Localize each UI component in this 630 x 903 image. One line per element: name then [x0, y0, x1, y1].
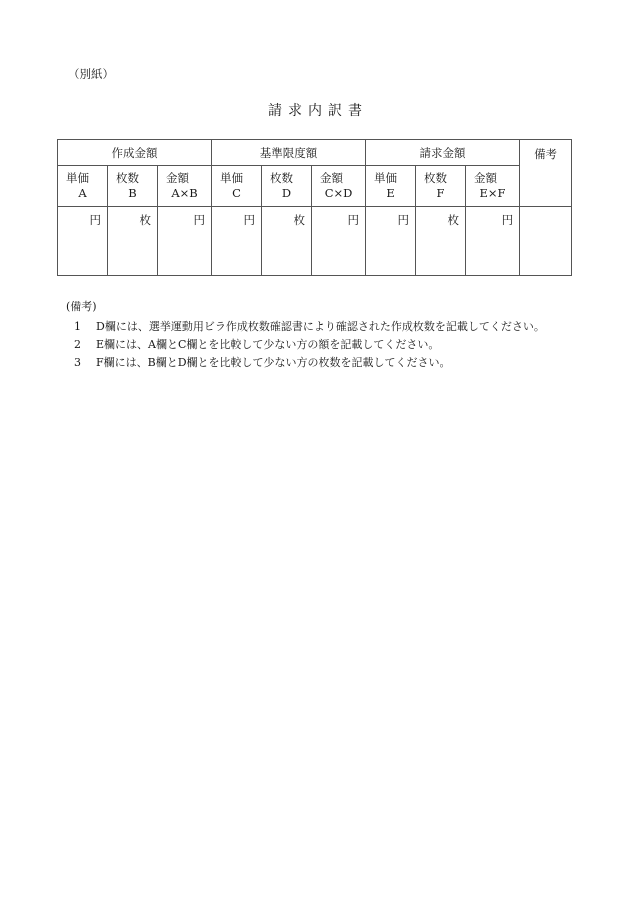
column-header: 枚数 B	[108, 166, 158, 207]
note-item	[66, 318, 545, 336]
note-item	[66, 354, 545, 372]
entry-cell[interactable]	[108, 207, 158, 276]
note-number: 1	[74, 320, 81, 333]
column-header: 枚数 F	[416, 166, 466, 207]
group-header-row	[58, 140, 572, 166]
group-header-claim: 請求金額	[366, 140, 520, 166]
unit-label: 円	[501, 213, 514, 227]
title-char: 請	[268, 103, 282, 119]
entry-cell[interactable]	[158, 207, 212, 276]
document-title	[0, 100, 630, 120]
entry-cell[interactable]	[466, 207, 520, 276]
entry-cell[interactable]	[212, 207, 262, 276]
note-text: F欄には、B欄とD欄とを比較して少ない方の枚数を記載してください。	[96, 356, 451, 369]
column-header: 金額 E×F	[466, 166, 520, 207]
entry-row	[58, 207, 572, 276]
column-header-row	[58, 166, 572, 207]
title-char: 求	[288, 103, 302, 119]
unit-label: 枚	[139, 213, 151, 227]
notes-heading: (備考)	[66, 300, 97, 313]
remarks-cell[interactable]	[520, 207, 572, 276]
group-header-remarks: 備考	[520, 140, 572, 207]
column-header: 単価 C	[212, 166, 262, 207]
title-char: 書	[348, 103, 362, 119]
unit-label: 枚	[293, 213, 306, 227]
column-header: 金額 A×B	[158, 166, 212, 207]
entry-cell[interactable]	[366, 207, 416, 276]
title-char: 内	[308, 103, 322, 119]
notes-section	[66, 298, 545, 372]
title-char: 訳	[328, 103, 342, 119]
attachment-label: （別紙）	[68, 67, 114, 81]
group-header-production: 作成金額	[58, 140, 212, 166]
unit-label: 円	[397, 213, 410, 227]
note-text: D欄には、選挙運動用ビラ作成枚数確認書により確認された作成枚数を記載してください。	[96, 320, 545, 333]
note-text: E欄には、A欄とC欄とを比較して少ない方の額を記載してください。	[96, 338, 440, 351]
column-header: 単価 E	[366, 166, 416, 207]
unit-label: 円	[193, 213, 206, 227]
entry-cell[interactable]	[416, 207, 466, 276]
column-header: 枚数 D	[262, 166, 312, 207]
entry-cell[interactable]	[58, 207, 108, 276]
note-item	[66, 336, 545, 354]
group-header-limit: 基準限度額	[212, 140, 366, 166]
unit-label: 円	[347, 213, 360, 227]
note-number: 2	[74, 338, 81, 351]
entry-cell[interactable]	[262, 207, 312, 276]
column-header: 金額 C×D	[312, 166, 366, 207]
unit-label: 円	[89, 213, 101, 227]
unit-label: 枚	[447, 213, 460, 227]
note-number: 3	[74, 356, 81, 369]
invoice-breakdown-table	[57, 139, 572, 276]
unit-label: 円	[243, 213, 256, 227]
column-header: 単価 A	[58, 166, 108, 207]
entry-cell[interactable]	[312, 207, 366, 276]
